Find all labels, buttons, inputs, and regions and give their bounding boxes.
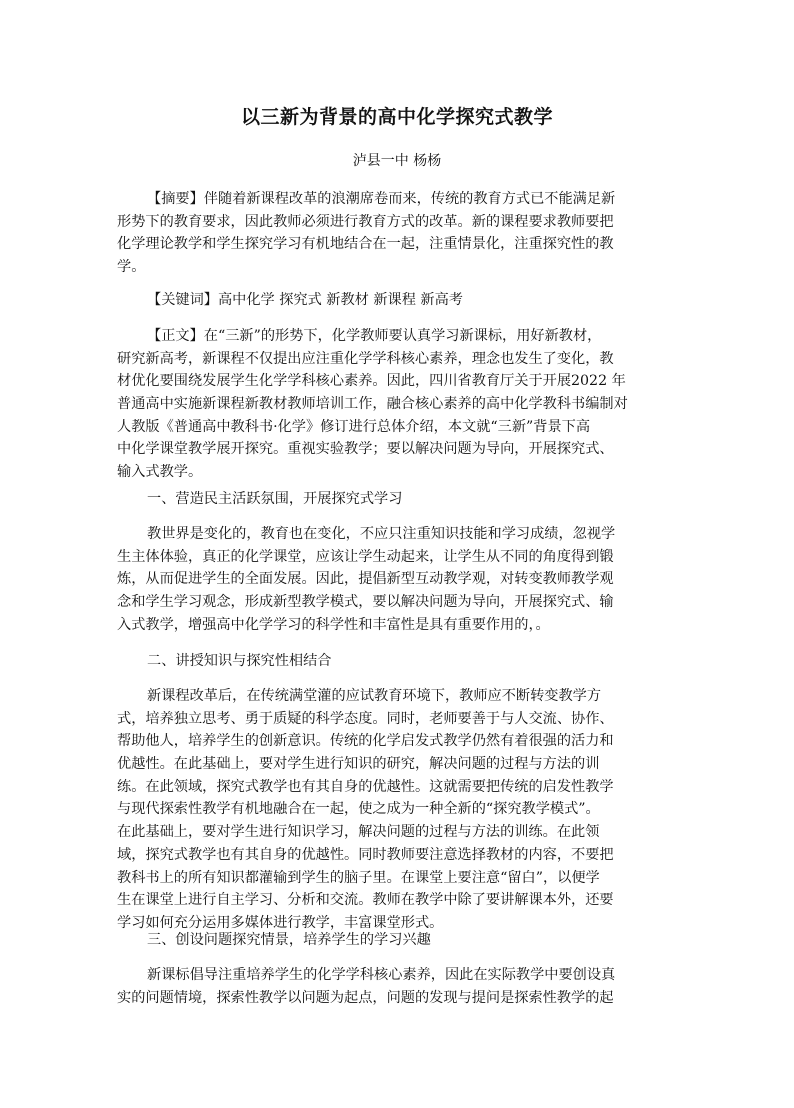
body-line: 材优化要围绕发展学生化学学科核心素养。因此，四川省教育厅关于开展2022 年 [117, 373, 626, 390]
section-line: 在此基础上，要对学生进行知识学习，解决问题的过程与方法的训练。在此领 [117, 824, 600, 841]
section-line: 学习如何充分运用多媒体进行教学，丰富课堂形式。 [117, 914, 444, 931]
section-paragraph [117, 964, 674, 1009]
section-line: 生主体体验，真正的化学课堂，应该让学生动起来，让学生从不同的角度得到锻 [117, 548, 614, 565]
abstract-paragraph [117, 188, 674, 279]
section-line: 教科书上的所有知识都灌输到学生的脑子里。在课堂上要注意“留白”，以便学 [117, 869, 600, 886]
keywords-paragraph [117, 289, 674, 312]
section-line: 念和学生学习观念，形成新型教学模式，要以解决问题为导向，开展探究式、输 [117, 594, 614, 611]
section-line: 教世界是变化的，教育也在变化，不应只注重知识技能和学习成绩，忽视学 [147, 526, 616, 542]
section-line: 新课标倡导注重培养学生的化学学科核心素养，因此在实际教学中要创设真 [147, 967, 616, 983]
section-line: 帮助他人，培养学生的创新意识。传统的化学启发式教学仍然有着很强的活力和 [117, 733, 614, 750]
section-line: 优越性。在此基础上，要对学生进行知识的研究，解决问题的过程与方法的训 [117, 756, 600, 773]
section-heading: 三、创设问题探究情景，培养学生的学习兴趣 [147, 932, 431, 948]
section-paragraph [117, 523, 674, 636]
section-line: 式，培养独立思考、勇于质疑的科学态度。同时，老师要善于与人交流、协作、 [117, 710, 614, 727]
section-line: 与现代探索性教学有机地融合在一起，使之成为一种全新的“探究教学模式”。 [117, 801, 600, 818]
body-line: 中化学课堂教学展开探究。重视实验教学；要以解决问题为导向，开展探究式、 [117, 441, 614, 458]
body-line: 研究新高考，新课程不仅提出应注重化学学科核心素养，理念也发生了变化，教 [117, 350, 614, 367]
document-title: 以三新为背景的高中化学探究式教学 [240, 106, 553, 128]
keywords-line: 【关键词】高中化学 探究式 新教材 新课程 新高考 [147, 292, 463, 308]
body-line: 人教版《普通高中教科书·化学》修订进行总体介绍，本文就“三新”背景下高 [117, 418, 591, 435]
abstract-line: 【摘要】伴随着新课程改革的浪潮席卷而来，传统的教育方式已不能满足新 [147, 191, 616, 207]
abstract-line: 化学理论教学和学生探究学习有机地结合在一起，注重情景化，注重探究性的教 [117, 236, 614, 253]
section-line: 新课程改革后，在传统满堂灌的应试教育环境下，教师应不断转变教学方 [147, 688, 602, 704]
abstract-line: 学。 [117, 259, 146, 276]
author-line: 泸县一中 杨杨 [352, 153, 442, 169]
section-line: 实的问题情境，探索性教学以问题为起点，问题的发现与提问是探索性教学的起 [117, 989, 614, 1006]
body-paragraph [117, 325, 674, 484]
section-heading: 一、营造民主活跃氛围，开展探究式学习 [147, 491, 403, 507]
abstract-line: 形势下的教育要求，因此教师必须进行教育方式的改革。新的课程要求教师要把 [117, 213, 614, 230]
section-paragraph [117, 685, 674, 935]
section-line: 入式教学，增强高中化学学习的科学性和丰富性是具有重要作用的，。 [117, 616, 550, 633]
body-line: 【正文】在“三新”的形势下，化学教师要认真学习新课标，用好新教材， [147, 328, 602, 344]
section-line: 生在课堂上进行自主学习、分析和交流。教师在教学中除了要讲解课本外，还要 [117, 892, 614, 909]
section-line: 炼，从而促进学生的全面发展。因此，提倡新型互动教学观，对转变教师教学观 [117, 571, 614, 588]
section-line: 练。在此领域，探究式教学也有其自身的优越性。这就需要把传统的启发性教学 [117, 778, 614, 795]
section-line: 域，探究式教学也有其自身的优越性。同时教师要注意选择教材的内容，不要把 [117, 846, 614, 863]
section-heading: 二、讲授知识与探究性相结合 [147, 653, 332, 669]
body-line: 输入式教学。 [117, 464, 203, 481]
body-line: 普通高中实施新课程新教材教师培训工作，融合核心素养的高中化学教科书编制对 [117, 396, 628, 413]
